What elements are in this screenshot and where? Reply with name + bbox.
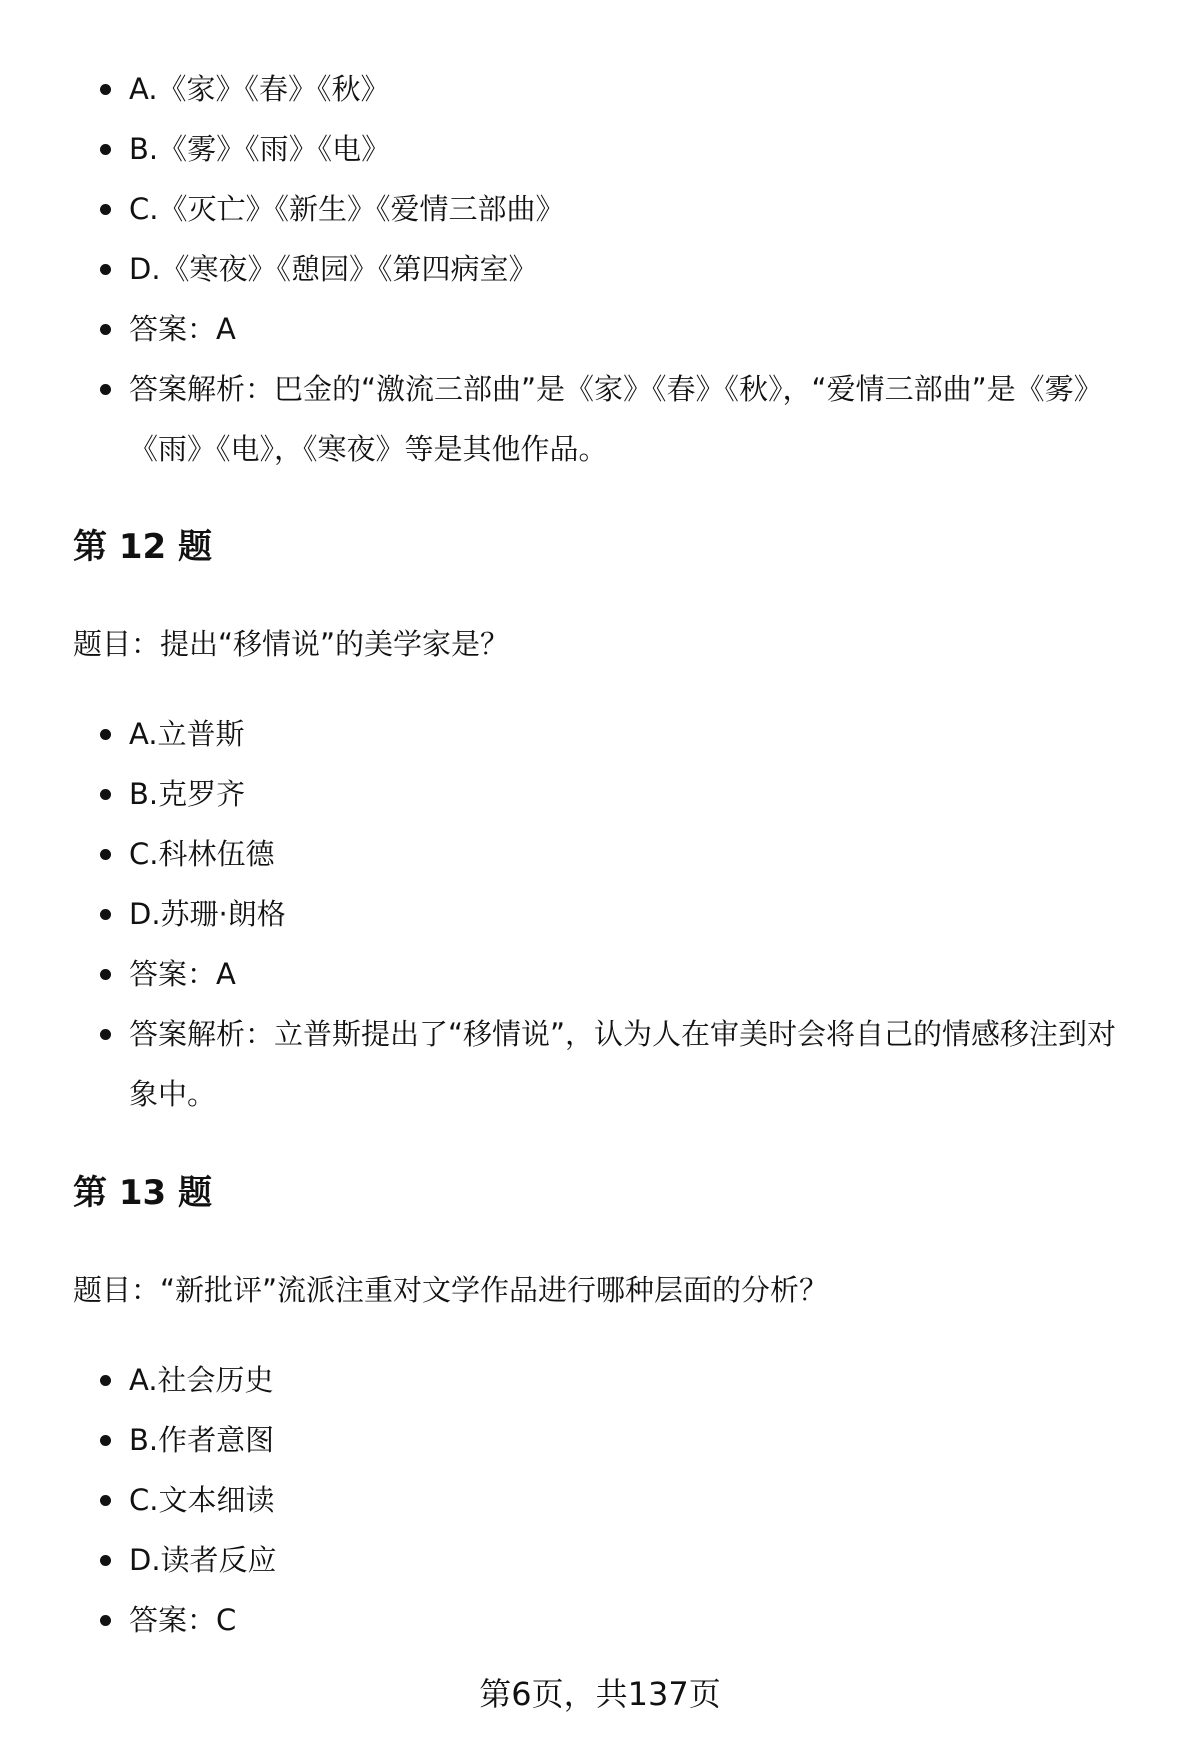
- q12-option-d: D.苏珊·朗格: [73, 884, 1143, 944]
- q13-option-list: [73, 1350, 1143, 1650]
- q11-option-b: B.《雾》《雨》《电》: [73, 119, 1143, 179]
- q12-analysis: 答案解析：立普斯提出了“移情说”，认为人在审美时会将自己的情感移注到对象中。: [73, 1004, 1143, 1124]
- q11-option-a: A.《家》《春》《秋》: [73, 59, 1143, 119]
- q11-option-d: D.《寒夜》《憩园》《第四病室》: [73, 239, 1143, 299]
- q13-option-b: B.作者意图: [73, 1410, 1143, 1470]
- q13-option-a: A.社会历史: [73, 1350, 1143, 1410]
- q12-option-c: C.科林伍德: [73, 824, 1143, 884]
- q11-option-c: C.《灭亡》《新生》《爱情三部曲》: [73, 179, 1143, 239]
- page-number-footer: 第6页，共137页: [479, 1675, 721, 1713]
- q13-question: 题目：“新批评”流派注重对文学作品进行哪种层面的分析？: [73, 1273, 829, 1307]
- q12-option-list: [73, 704, 1143, 1124]
- q11-option-list: [73, 59, 1143, 479]
- q13-heading: 第 13 题: [73, 1173, 212, 1213]
- q13-option-c: C.文本细读: [73, 1470, 1143, 1530]
- q13-answer: 答案：C: [73, 1590, 1143, 1650]
- q12-option-b: B.克罗齐: [73, 764, 1143, 824]
- q12-option-a: A.立普斯: [73, 704, 1143, 764]
- q12-heading: 第 12 题: [73, 527, 212, 567]
- q11-analysis: 答案解析：巴金的“激流三部曲”是《家》《春》《秋》，“爱情三部曲”是《雾》《雨》《电》，《寒夜》等是其他作品。: [73, 359, 1143, 479]
- q11-answer: 答案：A: [73, 299, 1143, 359]
- q12-question: 题目：提出“移情说”的美学家是？: [73, 627, 510, 661]
- q12-answer: 答案：A: [73, 944, 1143, 1004]
- q13-option-d: D.读者反应: [73, 1530, 1143, 1590]
